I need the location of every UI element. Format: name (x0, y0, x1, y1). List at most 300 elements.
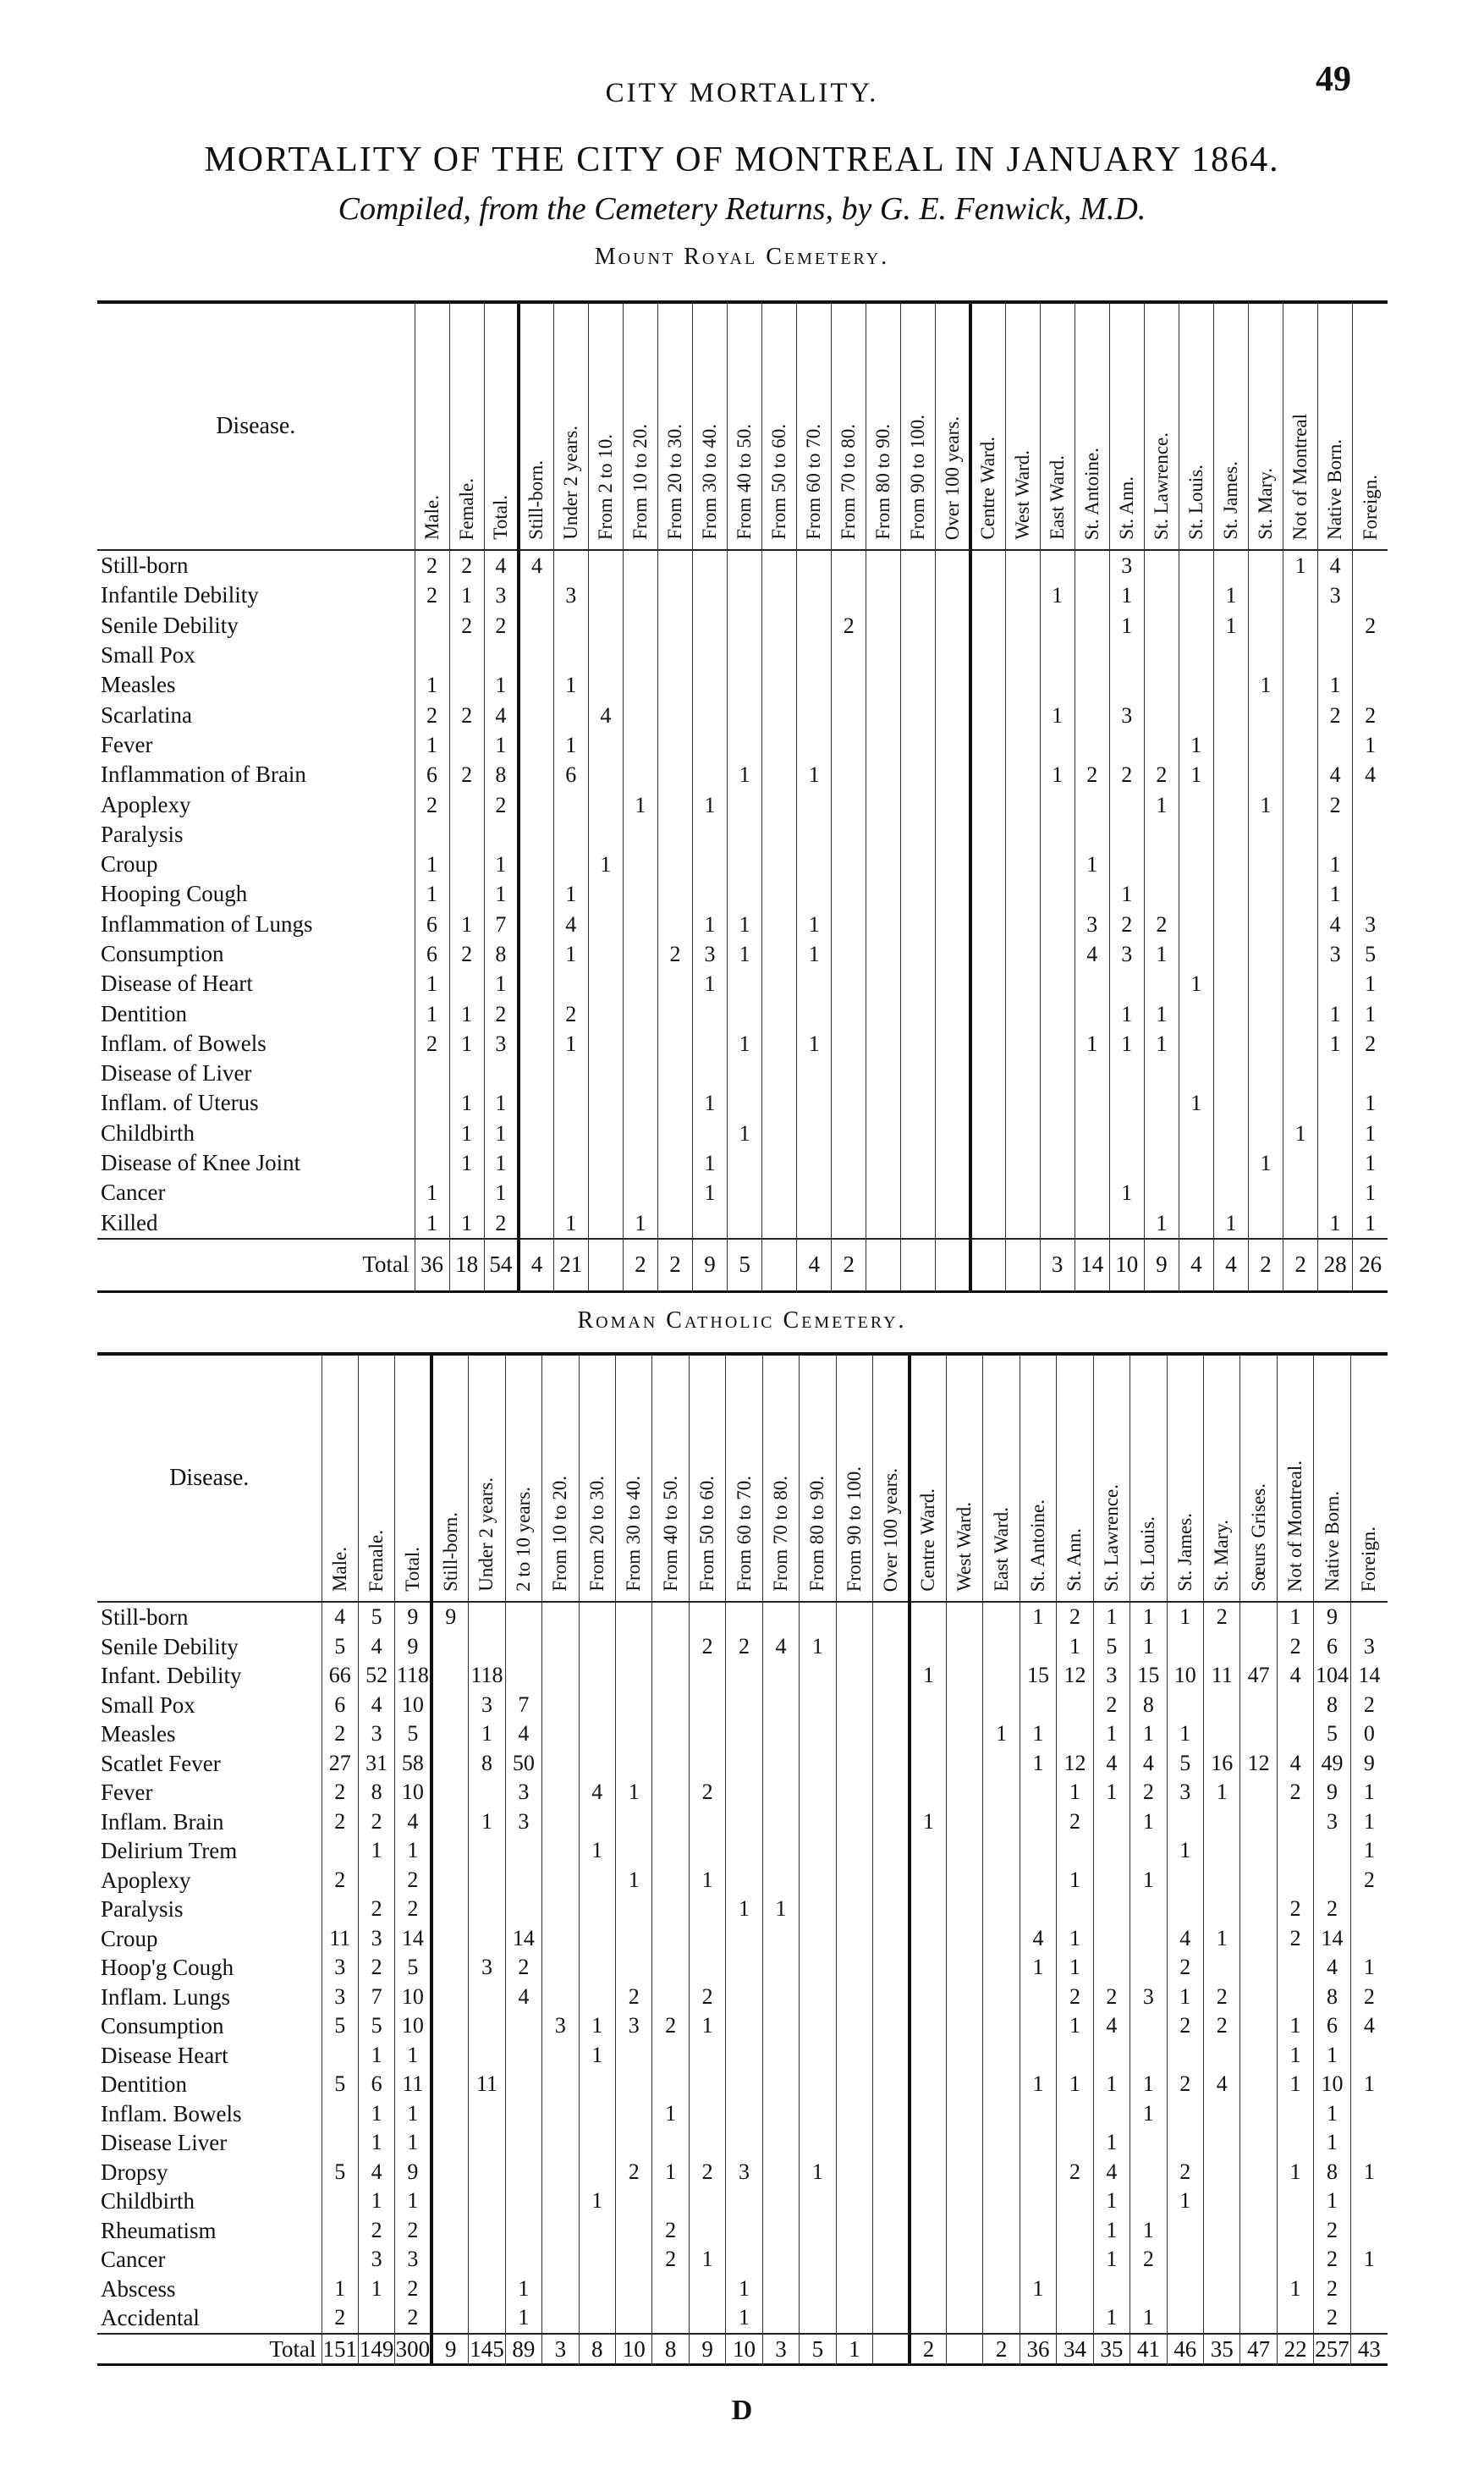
table-cell (832, 1178, 866, 1207)
table-cell: 2 (395, 1895, 431, 1924)
table-cell (970, 1059, 1005, 1088)
table-cell: 1 (449, 1029, 484, 1059)
table-row (97, 910, 1388, 939)
table-cell (832, 700, 866, 729)
table-cell (415, 1088, 449, 1118)
table-cell (873, 1953, 910, 1983)
table-cell (901, 850, 936, 879)
table-cell (693, 550, 728, 580)
table-cell: 1 (728, 910, 762, 939)
table-cell: 2 (652, 2245, 689, 2275)
table-cell: 1 (1353, 730, 1388, 760)
table-cell: 4 (395, 1807, 431, 1837)
table-cell (1283, 760, 1318, 789)
table-cell (1167, 1807, 1203, 1837)
table-cell (652, 2187, 689, 2216)
table-row (97, 2041, 1388, 2071)
table-cell: 1 (1277, 2070, 1313, 2099)
table-cell (1318, 1178, 1353, 1207)
table-cell (797, 700, 832, 729)
table-cell: 2 (1109, 760, 1144, 789)
total-cell: 36 (415, 1239, 449, 1290)
table-cell: 9 (395, 1602, 431, 1632)
table-cell (1005, 611, 1040, 641)
table-cell (797, 580, 832, 610)
table-cell: 6 (415, 760, 449, 789)
table-cell: 2 (689, 2158, 725, 2187)
table-cell (652, 1691, 689, 1720)
column-header (797, 304, 832, 550)
column-header (983, 1356, 1020, 1602)
disease-name: Measles (101, 1721, 176, 1747)
table-cell (693, 998, 728, 1028)
table-cell: 1 (1213, 1208, 1248, 1239)
table-cell (800, 2041, 836, 2071)
table-cell: 4 (1277, 1661, 1313, 1691)
table-cell: 1 (1109, 580, 1144, 610)
table-cell (519, 580, 553, 610)
table-cell: 6 (553, 760, 588, 789)
table-cell (970, 879, 1005, 909)
table-cell: 14 (395, 1924, 431, 1954)
table-cell (431, 2216, 468, 2246)
table-cell: 3 (322, 1983, 358, 2012)
table-cell (1277, 1953, 1313, 1983)
table-cell: 1 (1350, 2158, 1388, 2187)
table-cell: 1 (797, 1029, 832, 1059)
table-row (97, 850, 1388, 879)
table-cell (689, 2041, 725, 2071)
table-cell: 1 (1144, 939, 1179, 969)
table-cell (910, 1895, 946, 1924)
table-cell (901, 910, 936, 939)
table-cell (1283, 850, 1318, 879)
table-cell (519, 850, 553, 879)
table-cell (588, 1029, 623, 1059)
table-row (97, 1953, 1388, 1983)
table-cell: 1 (449, 910, 484, 939)
table-cell (836, 1895, 872, 1924)
total-cell: 8 (579, 2334, 615, 2364)
table-cell: 3 (542, 2011, 579, 2041)
table-row (97, 1836, 1388, 1866)
table-cell (901, 969, 936, 998)
total-cell: 2 (623, 1239, 657, 1290)
table-cell: 5 (1314, 1719, 1350, 1749)
table-cell: 1 (1130, 1866, 1167, 1895)
table-cell (910, 1602, 946, 1632)
table-cell (542, 1895, 579, 1924)
table-cell (762, 670, 797, 700)
table-cell (657, 1178, 692, 1207)
column-header-label: Centre Ward. (917, 1488, 939, 1592)
total-label: Total (97, 1239, 415, 1290)
table-cell (983, 1924, 1020, 1954)
total-cell (762, 1239, 797, 1290)
table-cell (797, 969, 832, 998)
table-cell (762, 1119, 797, 1148)
table-cell (431, 1749, 468, 1779)
table-cell (657, 611, 692, 641)
table-cell (588, 730, 623, 760)
disease-name: Fever (101, 731, 153, 757)
table-cell (505, 1836, 541, 1866)
table-cell (519, 998, 553, 1028)
table-cell: 1 (553, 879, 588, 909)
table-cell (936, 760, 970, 789)
table-cell: 3 (358, 1924, 394, 1954)
table-row (97, 1661, 1388, 1691)
column-header-label: St. Ann. (1064, 1528, 1086, 1592)
column-header-label: From 50 to 60. (768, 424, 790, 540)
table-cell (1144, 580, 1179, 610)
table-cell (1144, 850, 1179, 879)
table-cell: 1 (1314, 2041, 1350, 2071)
disease-name: Measles (101, 672, 176, 698)
table-cell (983, 2275, 1020, 2304)
table-cell: 2 (1167, 2070, 1203, 2099)
table-cell (1020, 2158, 1056, 2187)
table-cell (836, 1836, 872, 1866)
table-cell (800, 1983, 836, 2012)
table-cell (832, 1148, 866, 1178)
disease-name: Abscess (101, 2275, 176, 2302)
table-cell (866, 730, 901, 760)
table-cell (970, 939, 1005, 969)
column-header (588, 304, 623, 550)
table-cell (901, 1059, 936, 1088)
table-cell (728, 879, 762, 909)
table-cell (1204, 2303, 1240, 2334)
total-row (97, 2334, 1388, 2364)
table-cell: 1 (1093, 2216, 1129, 2246)
disease-name: Disease Heart (101, 2042, 228, 2068)
table-cell (936, 730, 970, 760)
table-cell (652, 1749, 689, 1779)
table-cell (1075, 1208, 1109, 1239)
table-cell (449, 670, 484, 700)
column-header-label: East Ward. (990, 1507, 1012, 1592)
table-cell (836, 1661, 872, 1691)
table-cell: 1 (1130, 1632, 1167, 1662)
table-cell (588, 670, 623, 700)
table-cell (1213, 879, 1248, 909)
table-cell (623, 1148, 657, 1178)
table-cell: 1 (415, 998, 449, 1028)
table-cell (689, 1895, 725, 1924)
table-cell (762, 611, 797, 641)
table-cell (873, 2070, 910, 2099)
table-cell: 2 (449, 700, 484, 729)
table-cell (469, 1983, 505, 2012)
table-cell (1040, 1088, 1075, 1118)
total-cell: 9 (689, 2334, 725, 2364)
table-cell (1040, 641, 1075, 670)
table-cell (1020, 1895, 1056, 1924)
table-cell (873, 1836, 910, 1866)
table-cell (623, 850, 657, 879)
table-cell: 3 (358, 1719, 394, 1749)
table-cell (623, 910, 657, 939)
table-cell (505, 1632, 541, 1662)
table-cell (970, 850, 1005, 879)
table-cell (623, 1059, 657, 1088)
table-cell: 4 (484, 550, 519, 580)
table-cell: 1 (1093, 2128, 1129, 2158)
table-cell (519, 789, 553, 819)
table-cell (832, 939, 866, 969)
table-cell: 1 (1130, 1602, 1167, 1632)
table-cell: 1 (1277, 2275, 1313, 2304)
table-cell: 9 (395, 2158, 431, 2187)
table-cell (970, 820, 1005, 850)
column-header (689, 1356, 725, 1602)
table-cell (866, 670, 901, 700)
table-cell (1277, 2216, 1313, 2246)
table-cell (1350, 1924, 1388, 1954)
table-row (97, 730, 1388, 760)
table-cell: 1 (1040, 700, 1075, 729)
table-cell (797, 1208, 832, 1239)
table-cell: 4 (484, 700, 519, 729)
table-cell (1167, 2245, 1203, 2275)
table-cell (553, 1059, 588, 1088)
table-cell (726, 2187, 762, 2216)
table-cell (652, 1836, 689, 1866)
total-cell (936, 1239, 970, 1290)
table-cell: 1 (484, 879, 519, 909)
table-cell (1249, 550, 1283, 580)
disease-name: Infant. Debility (101, 1663, 242, 1689)
table-cell (1144, 1059, 1179, 1088)
disease-name: Still-born (101, 553, 189, 579)
table-cell (836, 1983, 872, 2012)
table-cell (901, 939, 936, 969)
table-cell (946, 2275, 982, 2304)
table-cell: 2 (395, 2303, 431, 2334)
table-cell (693, 580, 728, 610)
table-cell (657, 1148, 692, 1178)
table-cell (1249, 730, 1283, 760)
table-cell (469, 2099, 505, 2129)
table-row (97, 2158, 1388, 2187)
table-cell: 2 (1350, 1983, 1388, 2012)
table-cell: 2 (1109, 910, 1144, 939)
table-cell (910, 2245, 946, 2275)
table-cell (657, 1029, 692, 1059)
table-cell (1040, 611, 1075, 641)
table-cell: 8 (469, 1749, 505, 1779)
total-cell: 18 (449, 1239, 484, 1290)
table-cell (1283, 789, 1318, 819)
table-cell (1020, 2011, 1056, 2041)
table-cell (505, 2216, 541, 2246)
table-cell: 2 (1130, 2245, 1167, 2275)
table-cell (1240, 2158, 1277, 2187)
column-header-label: St. James. (1219, 461, 1241, 540)
table-cell (431, 1983, 468, 2012)
total-cell: 10 (726, 2334, 762, 2364)
table-cell (1075, 670, 1109, 700)
table-cell: 6 (322, 1691, 358, 1720)
table-cell (616, 1691, 652, 1720)
table-cell (936, 580, 970, 610)
table-cell (946, 1866, 982, 1895)
table-cell (1130, 2041, 1167, 2071)
column-header-label: Sœurs Grises. (1247, 1483, 1269, 1592)
table-cell (797, 641, 832, 670)
table-cell: 5 (358, 2011, 394, 2041)
table-cell: 8 (358, 1778, 394, 1807)
table-cell (322, 1895, 358, 1924)
table-cell: 2 (689, 1983, 725, 2012)
table-cell: 1 (484, 670, 519, 700)
table-cell: 1 (1318, 1029, 1353, 1059)
column-header-label: St. Mary. (1255, 468, 1277, 540)
table-cell: 11 (1204, 1661, 1240, 1691)
table-cell: 1 (1020, 2070, 1056, 2099)
table-cell: 66 (322, 1661, 358, 1691)
table-cell (800, 2303, 836, 2334)
total-cell: 4 (1179, 1239, 1213, 1290)
table-cell: 1 (1353, 1119, 1388, 1148)
disease-name: Childbirth (101, 2188, 195, 2214)
table-cell (469, 2041, 505, 2071)
table-cell: 4 (579, 1778, 615, 1807)
column-header-label: From 40 to 50. (659, 1476, 681, 1592)
column-header (505, 1356, 541, 1602)
table-cell (1144, 1088, 1179, 1118)
table-cell (431, 2187, 468, 2216)
table-row (97, 789, 1388, 819)
table-cell: 12 (1240, 1749, 1277, 1779)
table-cell (866, 789, 901, 819)
table-cell: 3 (1109, 700, 1144, 729)
table-cell (970, 730, 1005, 760)
table-cell (542, 1953, 579, 1983)
table-cell (652, 1632, 689, 1662)
column-header-label: St. Louis. (1184, 465, 1206, 540)
table-cell (970, 1148, 1005, 1178)
table-cell (983, 1983, 1020, 2012)
table-cell (762, 879, 797, 909)
total-cell: 10 (1109, 1239, 1144, 1290)
table-cell (579, 1691, 615, 1720)
table-cell (1249, 1029, 1283, 1059)
table-cell (762, 1807, 799, 1837)
table-cell (1353, 550, 1388, 580)
table-cell (431, 2128, 468, 2158)
table-cell (469, 2011, 505, 2041)
table-cell: 1 (1057, 1632, 1093, 1662)
table-cell (449, 850, 484, 879)
table-cell (623, 879, 657, 909)
total-cell: 2 (832, 1239, 866, 1290)
table-cell (728, 1088, 762, 1118)
table-cell: 15 (1020, 1661, 1056, 1691)
table-cell (657, 969, 692, 998)
table-cell (1040, 820, 1075, 850)
table-cell: 1 (1318, 998, 1353, 1028)
column-header (1249, 304, 1283, 550)
column-header (519, 304, 553, 550)
table-cell (1283, 910, 1318, 939)
table-cell: 1 (728, 1119, 762, 1148)
table-cell (866, 700, 901, 729)
table-cell (1167, 1895, 1203, 1924)
table-cell: 1 (693, 1178, 728, 1207)
table-row (97, 700, 1388, 729)
table-cell (910, 1836, 946, 1866)
table-cell: 2 (1314, 2303, 1350, 2334)
table-cell: 2 (1093, 1983, 1129, 2012)
table-cell (936, 700, 970, 729)
disease-name: Inflam. Bowels (101, 2100, 242, 2126)
disease-name: Consumption (101, 941, 224, 966)
table-cell (1005, 550, 1040, 580)
table-cell (431, 2275, 468, 2304)
column-header (1020, 1356, 1056, 1602)
table-cell (970, 760, 1005, 789)
table-cell (1005, 641, 1040, 670)
disease-name: Rheumatism (101, 2217, 217, 2243)
table-cell (936, 998, 970, 1028)
table-cell (1314, 1836, 1350, 1866)
table-cell: 1 (800, 1632, 836, 1662)
table-cell (519, 611, 553, 641)
table-cell (542, 1924, 579, 1954)
table-cell: 2 (415, 1029, 449, 1059)
table-cell (901, 820, 936, 850)
table-cell (836, 1778, 872, 1807)
table-cell: 2 (358, 1807, 394, 1837)
total-cell: 22 (1277, 2334, 1313, 2364)
table-cell (1204, 2245, 1240, 2275)
table-cell: 14 (505, 1924, 541, 1954)
disease-name: Childbirth (101, 1119, 195, 1146)
column-header (936, 304, 970, 550)
total-label: Total (97, 2334, 322, 2364)
page-subtitle: Compiled, from the Cemetery Returns, by G. E. Fenwick, M.D. (338, 191, 1146, 227)
table-cell (1075, 611, 1109, 641)
table-cell: 1 (1144, 998, 1179, 1028)
table-cell (623, 760, 657, 789)
table-cell (1040, 730, 1075, 760)
table-cell (1057, 2303, 1093, 2334)
table-cell (762, 1088, 797, 1118)
table-cell (1213, 670, 1248, 700)
table-row (97, 760, 1388, 789)
table-cell (542, 2070, 579, 2099)
table-cell: 47 (1240, 1661, 1277, 1691)
table-cell (1005, 760, 1040, 789)
table-cell (873, 2216, 910, 2246)
table-cell (983, 1661, 1020, 1691)
table-cell: 2 (1057, 2158, 1093, 2187)
table-cell (1109, 1148, 1144, 1178)
table-cell: 4 (1314, 1953, 1350, 1983)
table-cell (728, 641, 762, 670)
table-cell: 1 (449, 580, 484, 610)
table-cell (836, 1632, 872, 1662)
table-cell: 3 (1167, 1778, 1203, 1807)
table-cell (873, 1719, 910, 1749)
table-cell (1240, 2187, 1277, 2216)
table-cell (1075, 998, 1109, 1028)
table-cell: 1 (1350, 1778, 1388, 1807)
table-cell (1204, 2275, 1240, 2304)
table-cell (689, 1691, 725, 1720)
